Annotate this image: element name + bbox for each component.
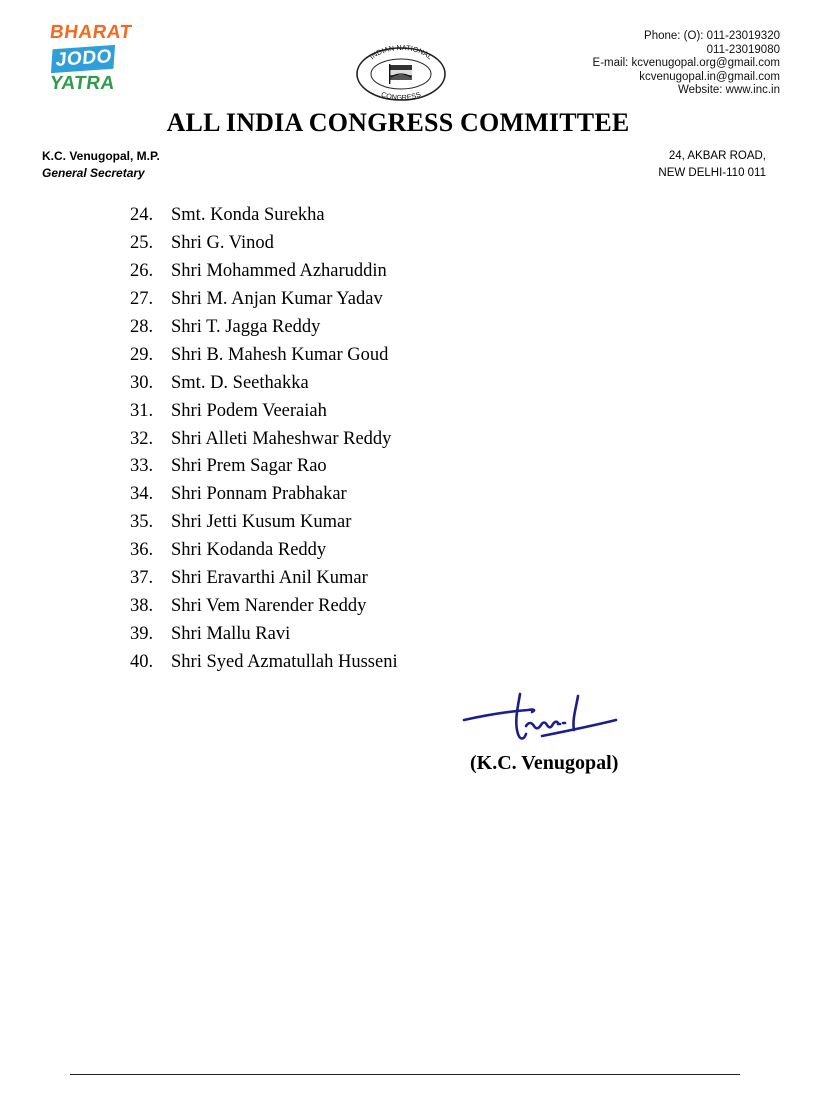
list-item [130, 453, 398, 481]
list-item-number: 28. [130, 316, 154, 337]
list-item [130, 649, 398, 677]
contact-block [593, 30, 780, 98]
signatory-name: (K.C. Venugopal) [470, 752, 619, 774]
list-item [130, 509, 398, 537]
list-item-number: 37. [130, 568, 154, 589]
sender-name: K.C. Venugopal, M.P. [42, 149, 160, 163]
list-item-name: Shri M. Anjan Kumar Yadav [171, 288, 383, 309]
footer-divider [70, 1074, 740, 1075]
list-item-name: Shri B. Mahesh Kumar Goud [171, 344, 389, 365]
address-line-1: 24, AKBAR ROAD, [668, 150, 766, 162]
logo-line-jodo: JODO [55, 46, 113, 71]
list-item [130, 593, 398, 621]
logo-line-bharat: BHARAT [48, 22, 134, 43]
sender-block [42, 148, 160, 182]
list-item-name: Shri Alleti Maheshwar Reddy [171, 428, 392, 449]
list-item [130, 230, 398, 258]
list-item [130, 398, 398, 426]
emblem-top-text: INDIAN NATIONAL [367, 44, 435, 62]
sender-role: General Secretary [42, 166, 145, 180]
list-item-number: 35. [130, 512, 154, 533]
list-item-name: Shri Mohammed Azharuddin [171, 260, 387, 281]
list-item-number: 31. [130, 400, 154, 421]
address-line-2: NEW DELHI-110 011 [658, 167, 766, 179]
list-item-number: 26. [130, 260, 154, 281]
list-item-name: Shri Eravarthi Anil Kumar [171, 568, 368, 589]
list-item [130, 481, 398, 509]
list-item [130, 342, 398, 370]
list-item [130, 565, 398, 593]
list-item-name: Shri G. Vinod [171, 232, 274, 253]
list-item-name: Shri Podem Veeraiah [171, 400, 327, 421]
list-item [130, 621, 398, 649]
list-item-number: 36. [130, 540, 154, 561]
list-item-name: Smt. Konda Surekha [171, 205, 325, 225]
list-item-number: 30. [130, 372, 154, 393]
list-item-number: 39. [130, 624, 154, 645]
list-item [130, 286, 398, 314]
list-item [130, 426, 398, 454]
list-item-number: 25. [130, 232, 154, 253]
list-item-number: 38. [130, 596, 154, 617]
list-item-name: Shri Prem Sagar Rao [171, 456, 327, 477]
email-line-1: E-mail: kcvenugopal.org@gmail.com [592, 57, 780, 70]
letterhead-title: ALL INDIA CONGRESS COMMITTEE [166, 108, 630, 137]
logo-line-yatra: YATRA [48, 73, 117, 94]
list-item-number: 29. [130, 344, 154, 365]
list-item-name: Shri Kodanda Reddy [171, 540, 327, 561]
website-line: Website: www.inc.in [677, 84, 780, 97]
list-item-number: 33. [130, 456, 154, 477]
list-item [130, 314, 398, 342]
address-block [658, 148, 766, 182]
svg-text:CONGRESS [380, 89, 422, 102]
congress-emblem-icon [353, 44, 449, 102]
list-item-name: Shri T. Jagga Reddy [171, 316, 321, 337]
list-item-name: Smt. D. Seethakka [171, 372, 309, 393]
list-item-name: Shri Ponnam Prabhakar [171, 484, 347, 505]
email-line-2: kcvenugopal.in@gmail.com [639, 70, 780, 83]
phone-line-1: Phone: (O): 011-23019320 [644, 30, 780, 42]
list-item-number: 24. [130, 205, 154, 225]
handwritten-signature-icon [462, 688, 622, 748]
list-item-name: Shri Mallu Ravi [171, 624, 291, 645]
list-item-number: 34. [130, 484, 154, 505]
emblem-bottom-text: CONGRESS [380, 89, 422, 102]
list-item-number: 32. [130, 428, 154, 449]
list-item [130, 370, 398, 398]
phone-line-2: 011-23019080 [706, 43, 780, 56]
list-item-name: Shri Vem Narender Reddy [171, 596, 367, 617]
list-item [130, 202, 398, 230]
member-list [130, 202, 398, 677]
list-item-name: Shri Jetti Kusum Kumar [171, 512, 352, 533]
list-item-number: 27. [130, 288, 154, 309]
list-item-name: Shri Syed Azmatullah Husseni [171, 652, 398, 672]
list-item-number: 40. [130, 652, 154, 672]
list-item [130, 537, 398, 565]
bharat-jodo-yatra-logo [46, 22, 136, 102]
list-item [130, 258, 398, 286]
